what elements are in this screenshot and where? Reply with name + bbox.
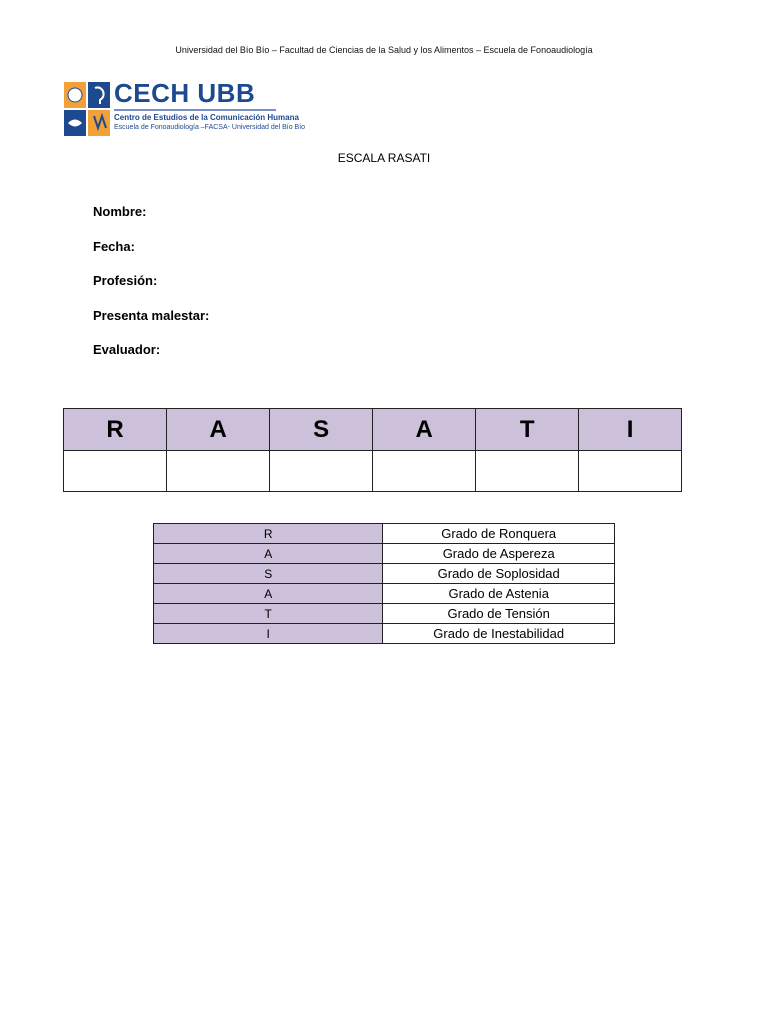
score-entry-cell[interactable] (167, 451, 270, 492)
legend-meaning: Grado de Aspereza (383, 544, 615, 564)
legend-row (154, 564, 615, 584)
legend-row (154, 624, 615, 644)
score-entry-cell[interactable] (579, 451, 682, 492)
score-header-cell: A (373, 409, 476, 451)
legend-meaning: Grado de Ronquera (383, 524, 615, 544)
score-header-cell: T (476, 409, 579, 451)
score-header-cell: S (270, 409, 373, 451)
legend-letter: A (154, 584, 383, 604)
field-evaluador: Evaluador: (93, 342, 161, 357)
score-header-cell: R (64, 409, 167, 451)
logo-subtitle: Centro de Estudios de la Comunicación Humana (114, 113, 299, 122)
legend-letter: S (154, 564, 383, 584)
logo-title: CECH UBB (114, 78, 256, 108)
score-entry-cell[interactable] (476, 451, 579, 492)
score-entry-row (64, 451, 682, 492)
legend-row (154, 524, 615, 544)
score-header-row (64, 409, 682, 451)
legend-meaning: Grado de Tensión (383, 604, 615, 624)
field-nombre: Nombre: (93, 204, 147, 219)
legend-letter: R (154, 524, 383, 544)
field-fecha: Fecha: (93, 239, 135, 254)
score-entry-cell[interactable] (270, 451, 373, 492)
rasati-score-table (63, 408, 682, 492)
legend-letter: A (154, 544, 383, 564)
legend-meaning: Grado de Soplosidad (383, 564, 615, 584)
score-header-cell: A (167, 409, 270, 451)
field-profesion: Profesión: (93, 273, 158, 288)
page-header: Universidad del Bío Bío – Facultad de Ciencias de la Salud y los Alimentos – Escuela de Fonoaudiología (175, 45, 593, 55)
legend-row (154, 544, 615, 564)
document-title: ESCALA RASATI (337, 151, 431, 165)
score-header-cell: I (579, 409, 682, 451)
field-presenta-malestar: Presenta malestar: (93, 308, 210, 323)
legend-letter: I (154, 624, 383, 644)
cech-ubb-logo (64, 78, 306, 136)
score-entry-cell[interactable] (64, 451, 167, 492)
logo-emblem-icon (64, 82, 110, 136)
logo-institution: Escuela de Fonoaudiología –FACSA- Universidad del Bío Bío (114, 124, 306, 131)
logo-divider (114, 109, 276, 111)
legend-meaning: Grado de Inestabilidad (383, 624, 615, 644)
legend-row (154, 604, 615, 624)
legend-meaning: Grado de Astenia (383, 584, 615, 604)
score-entry-cell[interactable] (373, 451, 476, 492)
legend-letter: T (154, 604, 383, 624)
rasati-legend-table (153, 523, 615, 644)
legend-row (154, 584, 615, 604)
